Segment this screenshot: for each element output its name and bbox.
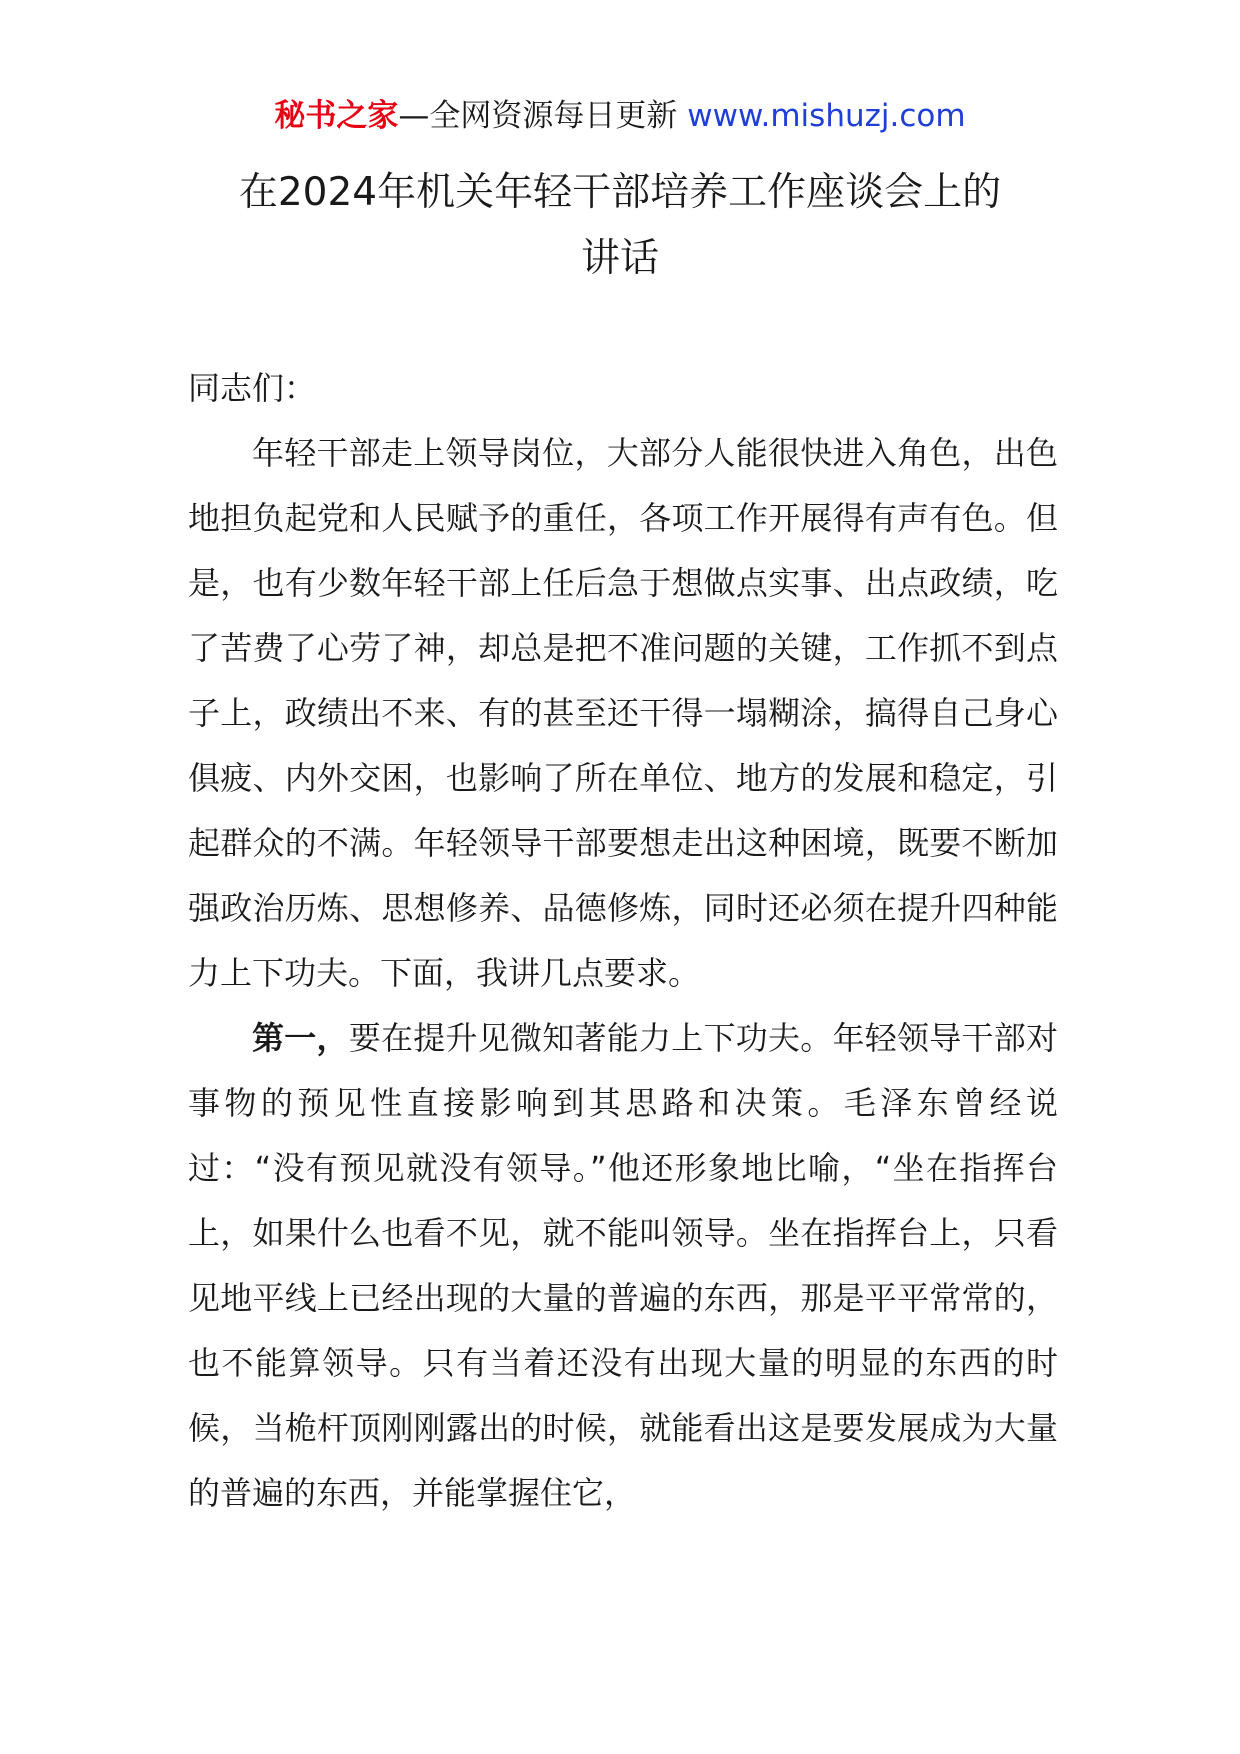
title-line-1: 在2024年机关年轻干部培养工作座谈会上的: [238, 170, 1002, 215]
salutation: 同志们：: [188, 369, 317, 407]
document-body: [188, 356, 1058, 1526]
header-slogan: —全网资源每日更新: [398, 98, 678, 134]
document-title: [0, 160, 1240, 292]
site-header: [0, 96, 1240, 136]
paragraph-2-lead: 第一，: [252, 1019, 349, 1057]
paragraph-1: 年轻干部走上领导岗位，大部分人能很快进入角色，出色地担负起党和人民赋予的重任，各项工作开展得有声有色。但是，也有少数年轻干部上任后急于想做点实事、出点政绩，吃了苦费了心劳了神，却总是把不准问题的关键，工作抓不到点子上，政绩出不来、有的甚至还干得一塌糊涂，搞得自己身心俱疲、内外交困，也影响了所在单位、地方的发展和稳定，引起群众的不满。年轻领导干部要想走出这种困境，既要不断加强政治历炼、思想修养、品德修炼，同时还必须在提升四种能力上下功夫。下面，我讲几点要求。: [188, 434, 1058, 992]
title-line-2: 讲话: [580, 236, 659, 281]
paragraph-2: [188, 1006, 1058, 1526]
paragraph-2-text: 要在提升见微知著能力上下功夫。年轻领导干部对事物的预见性直接影响到其思路和决策。毛泽东曾经说过：“没有预见就没有领导。”他还形象地比喻，“坐在指挥台上，如果什么也看不见，就不能叫领导。坐在指挥台上，只看见地平线上已经出现的大量的普遍的东西，那是平平常常的，也不能算领导。只有当着还没有出现大量的明显的东西的时候，当桅杆顶刚刚露出的时候，就能看出这是要发展成为大量的普遍的东西，并能掌握住它，: [188, 1019, 1058, 1512]
brand-name: 秘书之家: [274, 98, 399, 134]
site-url-link[interactable]: www.mishuzj.com: [687, 98, 966, 134]
